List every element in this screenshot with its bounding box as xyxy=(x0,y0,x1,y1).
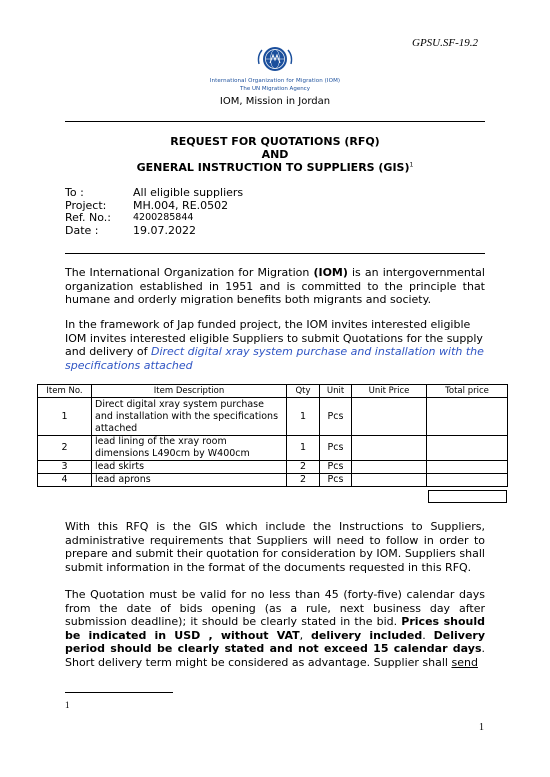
meta-project: Project: MH.004, RE.0502 xyxy=(65,198,229,212)
col-unit: Unit xyxy=(320,385,352,398)
divider xyxy=(65,121,485,122)
intro-paragraph: The International Organization for Migration (IOM) is an intergovernmental organization established in 1951 and is committed to the principle that humane and orderly migration benefits both migrants and society. xyxy=(65,266,485,306)
footnote-ref: 1 xyxy=(409,161,414,169)
meta-block xyxy=(65,187,243,237)
grand-total-cell xyxy=(428,490,507,503)
col-description: Item Description xyxy=(92,385,287,398)
iom-logo-icon xyxy=(253,44,297,74)
items-table xyxy=(37,384,508,487)
document-code: GPSU.SF-19.2 xyxy=(412,37,478,49)
org-subtitle: The UN Migration Agency xyxy=(240,86,310,92)
col-unit-price: Unit Price xyxy=(352,385,427,398)
meta-to: To : All eligible suppliers xyxy=(65,186,244,199)
divider xyxy=(65,253,485,254)
title-line-1: REQUEST FOR QUOTATIONS (RFQ) xyxy=(170,135,380,148)
org-name: International Organization for Migration (IOM) xyxy=(209,78,341,84)
col-item-no: Item No. xyxy=(38,385,92,398)
framework-paragraph: In the framework of Jap funded project, the IOM invites interested eligible IOM invites interested eligible Suppliers to submit Quotations for the supply and delivery of Direct digital xray system purchase and installation with the specifications attached xyxy=(65,318,484,372)
footnote-separator xyxy=(65,692,173,693)
table-row: 1 Direct digital xray system purchase and installation with the specifications attached 1 Pcs xyxy=(38,398,508,436)
table-header-row xyxy=(38,385,508,398)
meta-date: Date : 19.07.2022 xyxy=(65,223,196,237)
col-total-price: Total price xyxy=(427,385,508,398)
col-qty: Qty xyxy=(287,385,320,398)
validity-paragraph: The Quotation must be valid for no less than 45 (forty-five) calendar days from the date of bids opening (as a rule, next business day after submission deadline); it should be clearly stated in the bid. Prices should be indicated in USD , without VAT, delivery included. Delivery period should be clearly stated and not exceed 15 calendar days. Short delivery term might be considered as advantage. Supplier shall send xyxy=(65,588,485,669)
page-number: 1 xyxy=(479,722,484,733)
gis-paragraph: With this RFQ is the GIS which include the Instructions to Suppliers, administrative requirements that Suppliers will need to follow in order to prepare and submit their quotation for consideration by IOM. Suppliers shall submit information in the format of the documents requested in this RFQ. xyxy=(65,520,485,574)
table-row: 3 lead skirts 2 Pcs xyxy=(38,461,508,474)
title-line-2: AND xyxy=(261,148,289,161)
table-row: 2 lead lining of the xray room dimensions L490cm by W400cm 1 Pcs xyxy=(38,436,508,461)
mission-name: IOM, Mission in Jordan xyxy=(219,96,331,107)
title-line-3: GENERAL INSTRUCTION TO SUPPLIERS (GIS)$^1$ xyxy=(136,161,414,174)
footnote-number: 1 xyxy=(65,700,70,710)
table-row: 4 lead aprons 2 Pcs xyxy=(38,474,508,487)
meta-ref: Ref. No.: 4200285844 xyxy=(65,211,194,224)
